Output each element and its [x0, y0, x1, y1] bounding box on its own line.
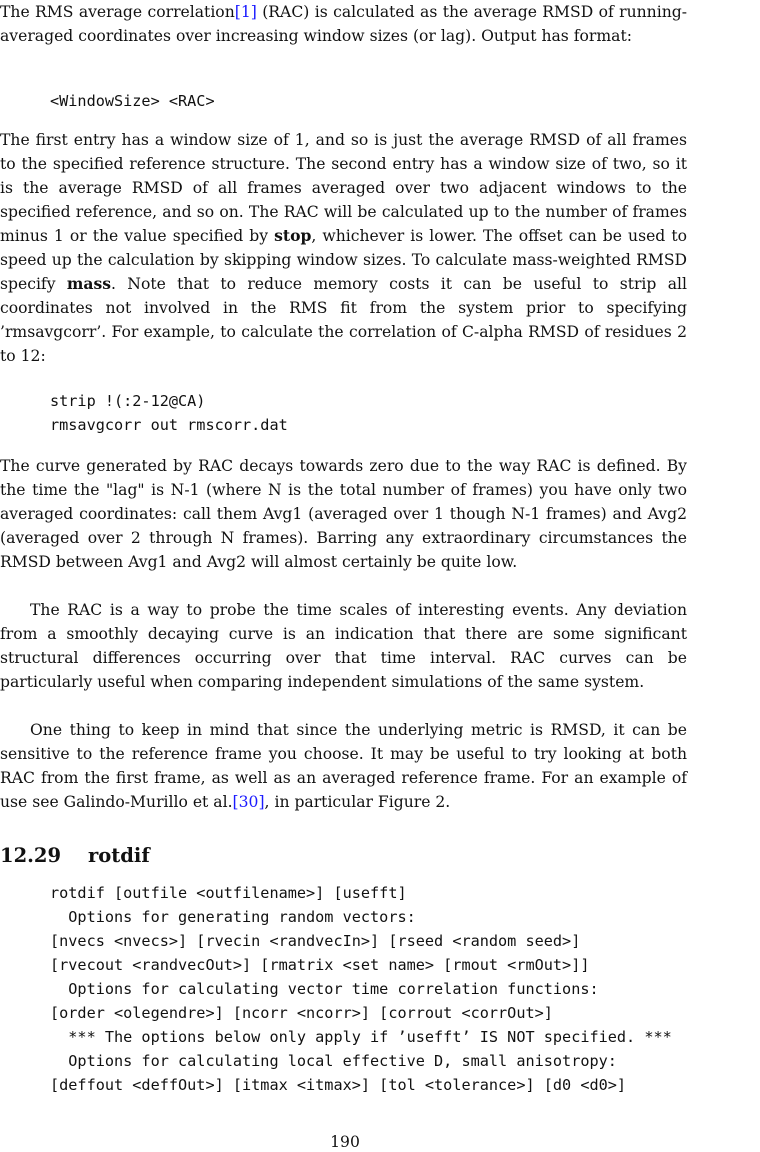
code-line: [rvecout <randvecOut>] [rmatrix <set name> [rmout <rmOut>]]	[50, 956, 590, 974]
section-heading	[0, 842, 150, 870]
paragraph-rac-details	[0, 128, 760, 368]
text: , in particular Figure 2.	[264, 793, 451, 811]
code-line: <WindowSize> <RAC>	[50, 92, 215, 110]
section-number: 12.29	[0, 844, 62, 867]
citation-link[interactable]: [30]	[232, 793, 265, 811]
page-number: 190	[330, 1133, 360, 1151]
code-line: Options for calculating local effective D, small anisotropy:	[50, 1052, 617, 1070]
code-rotdif-syntax	[50, 881, 672, 1097]
paragraph-rac-reference	[0, 718, 760, 814]
citation-link[interactable]: [1]	[234, 3, 257, 21]
text: The first entry has a window size of 1, and so is just the average RMSD of all frames to the specified reference structure. The second entry has a window size of two, so it is the average RMSD of all frames averaged over two adjacent windows to the specified reference, and so on. The RAC will be calculated up to the number of frames minus 1 or the value specified by	[0, 131, 687, 245]
code-line: rotdif [outfile <outfilename>] [usefft]	[50, 884, 407, 902]
code-line: strip !(:2-12@CA)	[50, 392, 206, 410]
paragraph-rac-intro	[0, 0, 760, 48]
paragraph-rac-curve: The curve generated by RAC decays towards zero due to the way RAC is defined. By the time the "lag" is N-1 (where N is the total number of frames) you have only two averaged coordinates: call them Avg1 (averaged over 1 though N-1 frames) and Avg2 (averaged over 2 through N frames). Barring any extraordinary circumstances the RMSD between Avg1 and Avg2 will almost certainly be quite low.	[0, 457, 687, 571]
keyword-stop: stop	[274, 226, 312, 245]
code-example-strip	[50, 389, 288, 437]
keyword-mass: mass	[66, 274, 112, 293]
code-line: [nvecs <nvecs>] [rvecin <randvecIn>] [rseed <random seed>]	[50, 932, 581, 950]
text: (RAC) is calculated as the average RMSD of running-averaged coordinates over increasing window sizes (or lag). Output has format:	[0, 3, 687, 45]
code-line: rmsavgcorr out rmscorr.dat	[50, 416, 288, 434]
code-line: Options for generating random vectors:	[50, 908, 416, 926]
section-title: rotdif	[88, 844, 150, 867]
text: . Note that to reduce memory costs it can be useful to strip all coordinates not involved in the RMS fit from the system prior to specifying ’rmsavgcorr’. For example, to calculate the correlation of C-alpha RMSD of residues 2 to 12:	[0, 275, 687, 365]
text: The RMS average correlation	[0, 3, 235, 21]
code-output-format	[50, 89, 215, 113]
paragraph-rac-probe: The RAC is a way to probe the time scales of interesting events. Any deviation from a smoothly decaying curve is an indication that there are some significant structural differences occurring over that time interval. RAC curves can be particularly useful when comparing independent simulations of the same system.	[0, 601, 687, 691]
code-line: Options for calculating vector time correlation functions:	[50, 980, 599, 998]
code-line: [deffout <deffOut>] [itmax <itmax>] [tol <tolerance>] [d0 <d0>]	[50, 1076, 627, 1094]
text: One thing to keep in mind that since the underlying metric is RMSD, it can be sensitive to the reference frame you choose. It may be useful to try looking at both RAC from the first frame, as well as an averaged reference frame. For an example of use see Galindo-Murillo et al.	[0, 721, 687, 811]
code-line: *** The options below only apply if ’usefft’ IS NOT specified. ***	[50, 1028, 672, 1046]
code-line: [order <olegendre>] [ncorr <ncorr>] [corrout <corrOut>]	[50, 1004, 553, 1022]
text: , whichever is lower. The offset can be used to speed up the calculation by skipping window sizes. To calculate mass-weighted RMSD specify	[0, 227, 687, 293]
